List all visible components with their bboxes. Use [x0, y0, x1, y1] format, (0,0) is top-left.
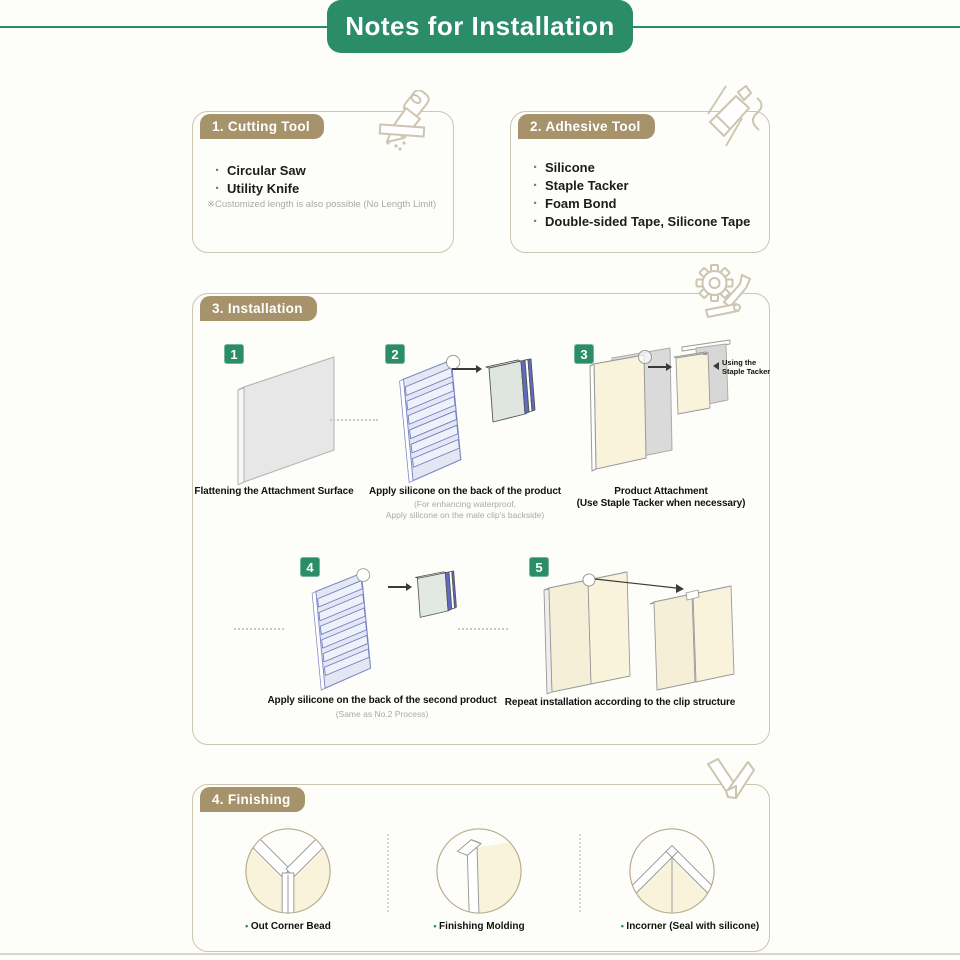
annotation-line: Staple Tacker: [722, 367, 771, 376]
step-caption: Apply silicone on the back of the product: [368, 486, 562, 497]
section-label-cutting: 1. Cutting Tool: [200, 114, 324, 139]
section-label-installation: 3. Installation: [200, 296, 317, 321]
dotted-divider: [458, 628, 508, 630]
arrow-left: [713, 362, 719, 370]
arrow-right: [388, 586, 406, 588]
dashed-divider: [387, 834, 389, 912]
step-1-illustration: [228, 350, 348, 485]
finishing-molding-illustration: [434, 826, 524, 916]
step-2-clip-detail: [480, 352, 536, 430]
step-4-clip-detail: [410, 566, 462, 626]
step-subcaption: (Use Staple Tacker when necessary): [576, 498, 746, 509]
list-item: · Circular Saw: [215, 162, 306, 180]
gear-wrench-icon: [692, 260, 758, 322]
finishing-caption: • Incorner (Seal with silicone): [621, 921, 759, 932]
step-5-illustration: [536, 556, 741, 696]
step-4-illustration: [303, 562, 387, 695]
incorner-illustration: [627, 826, 717, 916]
list-item: · Double-sided Tape, Silicone Tape: [533, 213, 750, 231]
list-item: · Utility Knife: [215, 180, 306, 198]
finishing-caption: • Finishing Molding: [433, 921, 524, 932]
finishing-caption: • Out Corner Bead: [245, 921, 331, 932]
step-badge-2: 2: [385, 344, 405, 364]
adhesive-tool-list: [533, 159, 750, 231]
step-3-illustration: [582, 340, 682, 475]
step-caption: Flattening the Attachment Surface: [194, 486, 354, 497]
step-badge-5: 5: [529, 557, 549, 577]
cutting-tool-list: [215, 162, 306, 198]
out-corner-bead-illustration: [243, 826, 333, 916]
step-badge-1: 1: [224, 344, 244, 364]
step-badge-4: 4: [300, 557, 320, 577]
list-item: · Foam Bond: [533, 195, 750, 213]
dotted-divider: [234, 628, 284, 630]
step-caption: Repeat installation according to the clip structure: [504, 697, 736, 708]
cutting-note: ※Customized length is also possible (No Length Limit): [207, 199, 437, 210]
step-caption: Product Attachment: [614, 486, 708, 497]
utility-knife-icon: [370, 90, 438, 152]
step-caption: Apply silicone on the back of the second product: [267, 695, 497, 706]
step-badge-3: 3: [574, 344, 594, 364]
arrow-right: [452, 368, 476, 370]
footer-rule: [0, 953, 960, 955]
page-title: Notes for Installation: [327, 0, 633, 53]
section-label-finishing: 4. Finishing: [200, 787, 305, 812]
corner-trim-icon: [700, 756, 756, 810]
silicone-tube-icon: [696, 84, 768, 152]
step-subcaption: Apply silicone on the male clip's backside): [385, 510, 545, 520]
step-subcaption: (Same as No.2 Process): [335, 709, 429, 719]
section-label-adhesive: 2. Adhesive Tool: [518, 114, 655, 139]
dotted-divider: [330, 419, 378, 421]
staple-tacker-annotation: [722, 358, 774, 376]
step-subcaption: (For enhancing waterproof,: [413, 499, 517, 509]
list-item: · Staple Tacker: [533, 177, 750, 195]
arrow-right: [648, 366, 666, 368]
step-3-detail: [670, 338, 732, 428]
list-item: · Silicone: [533, 159, 750, 177]
annotation-line: Using the: [722, 358, 757, 367]
dashed-divider: [579, 834, 581, 912]
